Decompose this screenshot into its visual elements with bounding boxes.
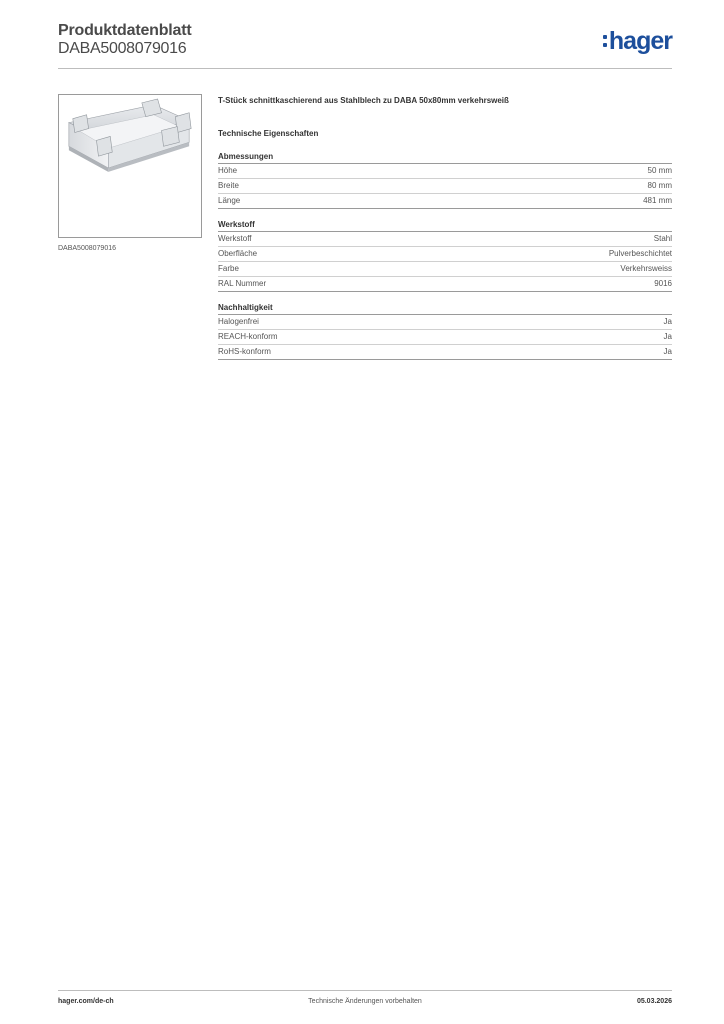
product-details bbox=[218, 96, 672, 371]
property-label: Werkstoff bbox=[218, 234, 252, 243]
section-heading: Technische Eigenschaften bbox=[218, 129, 319, 138]
group-werkstoff bbox=[218, 220, 672, 292]
property-row bbox=[218, 164, 672, 179]
image-caption: DABA5008079016 bbox=[58, 245, 116, 252]
property-value: Pulverbeschichtet bbox=[608, 249, 672, 258]
group-title: Nachhaltigkeit bbox=[218, 303, 672, 315]
property-row bbox=[218, 277, 672, 292]
header-divider bbox=[58, 68, 672, 69]
hager-logo bbox=[603, 28, 672, 54]
property-label: Länge bbox=[218, 196, 241, 205]
product-photo bbox=[58, 94, 202, 238]
property-value: Ja bbox=[663, 317, 672, 326]
property-label: Höhe bbox=[218, 166, 238, 175]
logo-text: hager bbox=[608, 27, 672, 55]
group-title: Werkstoff bbox=[218, 220, 672, 232]
property-label: REACH-konform bbox=[218, 332, 278, 341]
property-label: Oberfläche bbox=[218, 249, 258, 258]
property-row bbox=[218, 194, 672, 209]
property-row bbox=[218, 247, 672, 262]
property-value: 50 mm bbox=[647, 166, 672, 175]
property-value: Stahl bbox=[653, 234, 672, 243]
property-label: Farbe bbox=[218, 264, 239, 273]
property-value: Ja bbox=[663, 347, 672, 356]
group-title: Abmessungen bbox=[218, 152, 672, 164]
footer-website-link[interactable]: hager.com/de-ch bbox=[58, 998, 114, 1005]
footer-disclaimer: Technische Änderungen vorbehalten bbox=[308, 998, 422, 1005]
group-abmessungen bbox=[218, 152, 672, 209]
product-description: T-Stück schnittkaschierend aus Stahlblech zu DABA 50x80mm verkehrsweiß bbox=[218, 96, 509, 105]
property-value: 80 mm bbox=[647, 181, 672, 190]
property-row bbox=[218, 232, 672, 247]
property-row bbox=[218, 315, 672, 330]
property-label: Halogenfrei bbox=[218, 317, 259, 326]
property-value: 481 mm bbox=[643, 196, 672, 205]
property-value: 9016 bbox=[654, 279, 672, 288]
property-row bbox=[218, 179, 672, 194]
property-value: Ja bbox=[663, 332, 672, 341]
footer-divider bbox=[58, 990, 672, 991]
article-number: DABA5008079016 bbox=[58, 40, 187, 57]
property-row bbox=[218, 345, 672, 360]
page-header bbox=[58, 22, 672, 70]
property-label: RAL Nummer bbox=[218, 279, 267, 288]
group-nachhaltigkeit bbox=[218, 303, 672, 360]
footer-date: 05.03.2026 bbox=[636, 998, 672, 1005]
property-label: Breite bbox=[218, 181, 239, 190]
property-row bbox=[218, 262, 672, 277]
document-title: Produktdatenblatt bbox=[58, 22, 192, 39]
product-photo-t-piece-icon bbox=[59, 95, 201, 237]
property-label: RoHS-konform bbox=[218, 347, 271, 356]
property-value: Verkehrsweiss bbox=[620, 264, 672, 273]
logo-colon-icon bbox=[603, 35, 607, 47]
property-row bbox=[218, 330, 672, 345]
